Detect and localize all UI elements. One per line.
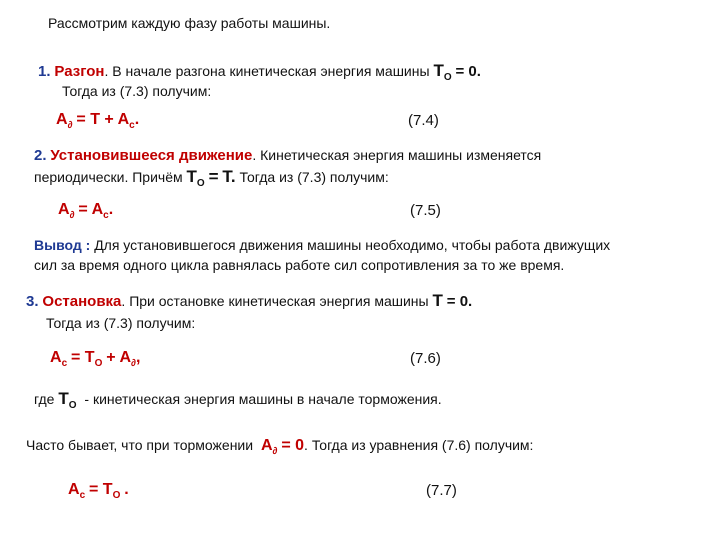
eq-label-7-7: (7.7) (426, 482, 457, 499)
eq76-mid-sub: O (94, 358, 103, 369)
often-value: = 0 (281, 437, 305, 454)
where-text: - кинетическая энергия машины в начале торможения. (84, 391, 442, 407)
phase2-sub: O (196, 178, 205, 189)
equation-7-7 (68, 480, 129, 505)
eq75-end: . (108, 201, 114, 218)
conclusion-line2: сил за время одного цикла равнялась работе сил сопротивления за то же время. (34, 257, 565, 273)
where-sub: O (68, 400, 77, 411)
phase3-value: = 0. (446, 293, 473, 310)
phase3-text: При остановке кинетическая энергия машины (129, 293, 429, 309)
eq74-end: . (134, 111, 140, 128)
equation-7-5 (58, 200, 113, 225)
eq76-mid: = T (71, 349, 95, 366)
eq-label-7-5: (7.5) (410, 202, 441, 219)
phase1-value: = 0. (455, 63, 481, 80)
eq77-lhs-sub: c (79, 490, 86, 501)
phase1-sub: O (443, 72, 452, 83)
eq75-rhs: = A (78, 201, 104, 218)
phase1-text: В начале разгона кинетическая энергия машины (112, 63, 430, 79)
eq76-rhs-sub: ∂ (131, 358, 136, 369)
where-prefix: где (34, 391, 55, 407)
phase3-title-dot: . (121, 293, 126, 309)
phase2-eqsign: = (208, 167, 219, 186)
phase2-var2: T. (222, 167, 236, 186)
equation-7-4 (56, 110, 139, 135)
phase3-then: Тогда из (7.3) получим: (46, 315, 196, 331)
phase2-title-dot: . (252, 147, 257, 163)
eq77-rhs-sub: O (112, 490, 121, 501)
conclusion-line1 (34, 236, 610, 254)
eq76-lhs-sub: c (61, 358, 68, 369)
eq75-rhs-sub: c (103, 210, 109, 221)
phase3-number: 3. (26, 293, 39, 310)
phase2-line2 (34, 168, 389, 193)
eq-label-7-6: (7.6) (410, 350, 441, 367)
often-line (26, 436, 533, 461)
eq74-lhs-sub: ∂ (67, 120, 73, 131)
conclusion-text1: Для установившегося движения машины необходимо, чтобы работа движущих (94, 237, 611, 253)
eq-label-7-4: (7.4) (408, 112, 439, 129)
eq75-lhs-sub: ∂ (69, 210, 75, 221)
intro-text: Рассмотрим каждую фазу работы машины. (48, 15, 331, 31)
phase2-then: Тогда из (7.3) получим: (239, 169, 389, 185)
phase1-number: 1. (38, 63, 51, 80)
phase2-title: Установившееся движение (50, 147, 253, 164)
where-line (34, 390, 442, 415)
eq76-rhs: + A (106, 349, 131, 366)
often-text2: . Тогда из уравнения (7.6) получим: (304, 437, 534, 453)
often-var: A (260, 437, 273, 454)
eq76-end: , (135, 349, 141, 366)
where-var: T (58, 389, 69, 408)
equation-7-6 (50, 348, 140, 373)
phase3-title: Остановка (42, 293, 122, 310)
eq74-rhs: = T + A (76, 111, 130, 128)
often-sub: ∂ (272, 446, 278, 457)
conclusion-label: Вывод : (34, 237, 91, 253)
phase2-line1 (34, 146, 541, 165)
eq74-lhs: A (56, 111, 68, 128)
often-text1: Часто бывает, что при торможении (26, 437, 254, 453)
eq77-rhs: = T (89, 481, 113, 498)
phase1-title-dot: . (104, 63, 109, 79)
eq76-lhs: A (50, 349, 62, 366)
eq75-lhs: A (58, 201, 70, 218)
phase1-then: Тогда из (7.3) получим: (62, 83, 212, 99)
eq77-lhs: A (68, 481, 80, 498)
phase2-number: 2. (34, 147, 47, 164)
phase1-var: T (433, 61, 444, 80)
phase2-var: T (186, 167, 197, 186)
phase3-line (26, 292, 472, 311)
phase3-var: T (432, 291, 443, 310)
phase1-title: Разгон (54, 63, 105, 80)
eq77-end: . (124, 481, 129, 498)
eq74-rhs-sub: c (129, 120, 135, 131)
phase2-text1: Кинетическая энергия машины изменяется (260, 147, 542, 163)
phase2-text2: периодически. Причём (34, 169, 183, 185)
